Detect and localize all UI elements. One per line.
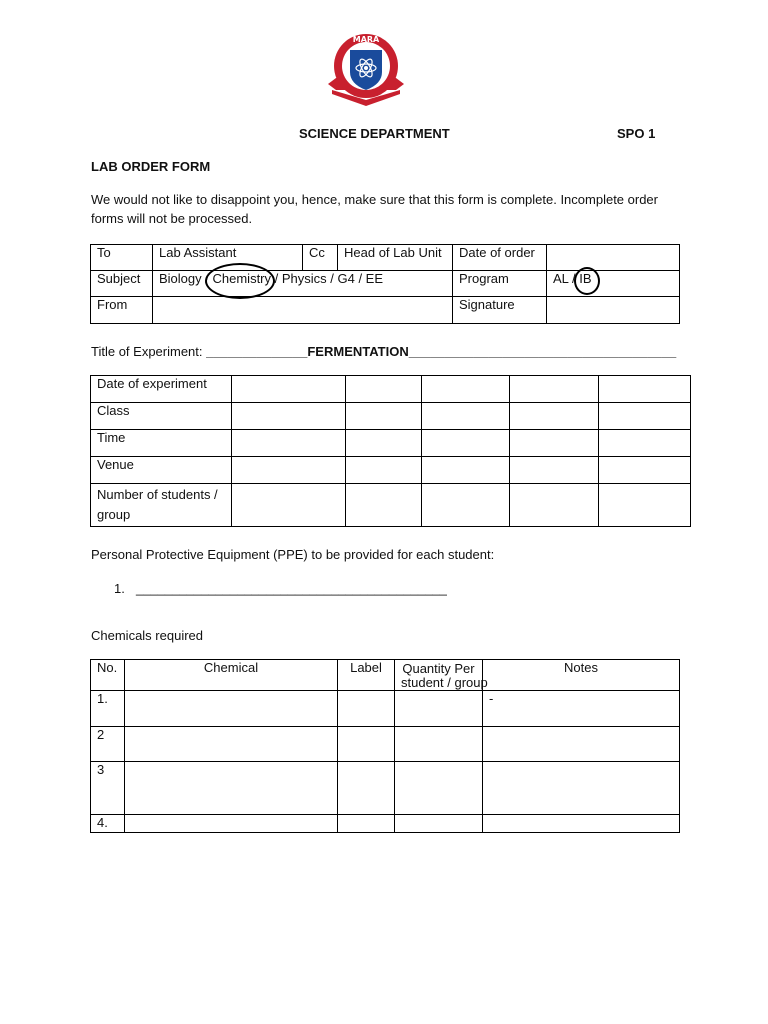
row-number: 3 xyxy=(91,762,125,815)
subject-label: Subject xyxy=(91,271,153,297)
ppe-heading: Personal Protective Equipment (PPE) to be provided for each student: xyxy=(91,547,495,562)
subject-options xyxy=(153,271,453,297)
notes-cell[interactable]: - xyxy=(483,691,680,727)
svg-text:MARA: MARA xyxy=(352,35,380,44)
schedule-cell[interactable] xyxy=(510,376,599,403)
subject-others[interactable]: / Physics / G4 / EE xyxy=(274,271,384,286)
students-label-line1: Number of students / xyxy=(97,487,218,502)
to-label: To xyxy=(91,245,153,271)
chemicals-heading: Chemicals required xyxy=(91,628,203,643)
schedule-cell[interactable] xyxy=(599,403,691,430)
quantity-cell[interactable] xyxy=(395,815,483,833)
label-cell[interactable] xyxy=(338,762,395,815)
schedule-cell[interactable] xyxy=(232,376,346,403)
schedule-row-label: Class xyxy=(91,403,232,430)
schedule-cell[interactable] xyxy=(510,484,599,527)
row-number: 2 xyxy=(91,727,125,762)
subject-biology[interactable]: Biology / xyxy=(159,271,209,286)
experiment-title-label: Title of Experiment: xyxy=(91,344,203,359)
cc-value: Head of Lab Unit xyxy=(338,245,453,271)
row-number: 4. xyxy=(91,815,125,833)
students-per-group-label xyxy=(91,484,232,527)
schedule-cell[interactable] xyxy=(599,376,691,403)
to-value: Lab Assistant xyxy=(153,245,303,271)
cc-label: Cc xyxy=(303,245,338,271)
schedule-row-label: Time xyxy=(91,430,232,457)
schedule-cell[interactable] xyxy=(599,430,691,457)
schedule-cell[interactable] xyxy=(599,484,691,527)
signature-field[interactable] xyxy=(547,297,680,324)
schedule-row-label: Date of experiment xyxy=(91,376,232,403)
form-title: LAB ORDER FORM xyxy=(91,159,211,174)
schedule-cell[interactable] xyxy=(232,457,346,484)
program-al[interactable]: AL / xyxy=(553,271,576,286)
schedule-cell[interactable] xyxy=(510,430,599,457)
ppe-item-line[interactable]: ___________________________________________ xyxy=(136,581,447,596)
header-quantity-line1: Quantity Per xyxy=(402,661,475,676)
chemical-cell[interactable] xyxy=(125,762,338,815)
ib-selection-circle xyxy=(574,267,600,295)
intro-line-2: forms will not be processed. xyxy=(91,211,253,226)
label-cell[interactable] xyxy=(338,691,395,727)
header-notes: Notes xyxy=(483,660,680,691)
schedule-cell[interactable] xyxy=(422,403,510,430)
label-cell[interactable] xyxy=(338,815,395,833)
notes-cell[interactable] xyxy=(483,815,680,833)
quantity-cell[interactable] xyxy=(395,691,483,727)
schedule-cell[interactable] xyxy=(346,484,422,527)
students-label-line2: group xyxy=(97,507,131,522)
schedule-cell[interactable] xyxy=(599,457,691,484)
experiment-title xyxy=(91,343,676,361)
chemical-cell[interactable] xyxy=(125,727,338,762)
schedule-cell[interactable] xyxy=(422,484,510,527)
header-quantity xyxy=(395,660,488,691)
from-label: From xyxy=(91,297,153,324)
program-label: Program xyxy=(453,271,547,297)
schedule-cell[interactable] xyxy=(232,430,346,457)
schedule-table xyxy=(90,375,691,527)
ppe-item-number: 1. xyxy=(114,581,125,596)
chemical-cell[interactable] xyxy=(125,691,338,727)
label-cell[interactable] xyxy=(338,727,395,762)
schedule-cell[interactable] xyxy=(510,457,599,484)
schedule-cell[interactable] xyxy=(346,403,422,430)
header-quantity-line2: student / group xyxy=(401,675,488,690)
date-of-order-label: Date of order xyxy=(453,245,547,271)
schedule-cell[interactable] xyxy=(346,430,422,457)
chemicals-table xyxy=(90,659,680,833)
program-ib[interactable]: IB xyxy=(579,271,592,286)
signature-label: Signature xyxy=(453,297,547,324)
chemistry-selection-circle xyxy=(205,263,275,299)
mara-college-logo xyxy=(322,28,410,112)
form-code: SPO 1 xyxy=(617,126,656,141)
schedule-cell[interactable] xyxy=(232,403,346,430)
schedule-cell[interactable] xyxy=(346,457,422,484)
date-of-order-field[interactable] xyxy=(547,245,680,271)
schedule-row-label: Venue xyxy=(91,457,232,484)
schedule-cell[interactable] xyxy=(422,457,510,484)
department-title: SCIENCE DEPARTMENT xyxy=(299,126,450,141)
schedule-cell[interactable] xyxy=(422,430,510,457)
from-field[interactable] xyxy=(153,297,453,324)
header-label: Label xyxy=(338,660,395,691)
schedule-cell[interactable] xyxy=(510,403,599,430)
schedule-cell[interactable] xyxy=(422,376,510,403)
header-no: No. xyxy=(91,660,125,691)
intro-line-1: We would not like to disappoint you, hence, make sure that this form is complete. Incomplete order xyxy=(91,192,658,207)
notes-cell[interactable] xyxy=(483,727,680,762)
chemical-cell[interactable] xyxy=(125,815,338,833)
quantity-cell[interactable] xyxy=(395,762,483,815)
notes-cell[interactable] xyxy=(483,762,680,815)
header-chemical: Chemical xyxy=(125,660,338,691)
schedule-cell[interactable] xyxy=(346,376,422,403)
schedule-cell[interactable] xyxy=(232,484,346,527)
quantity-cell[interactable] xyxy=(395,727,483,762)
experiment-title-value[interactable]: ______________FERMENTATION_____________________________________ xyxy=(206,344,677,359)
subject-chemistry[interactable]: Chemistry xyxy=(212,271,272,286)
row-number: 1. xyxy=(91,691,125,727)
program-options xyxy=(547,271,680,297)
